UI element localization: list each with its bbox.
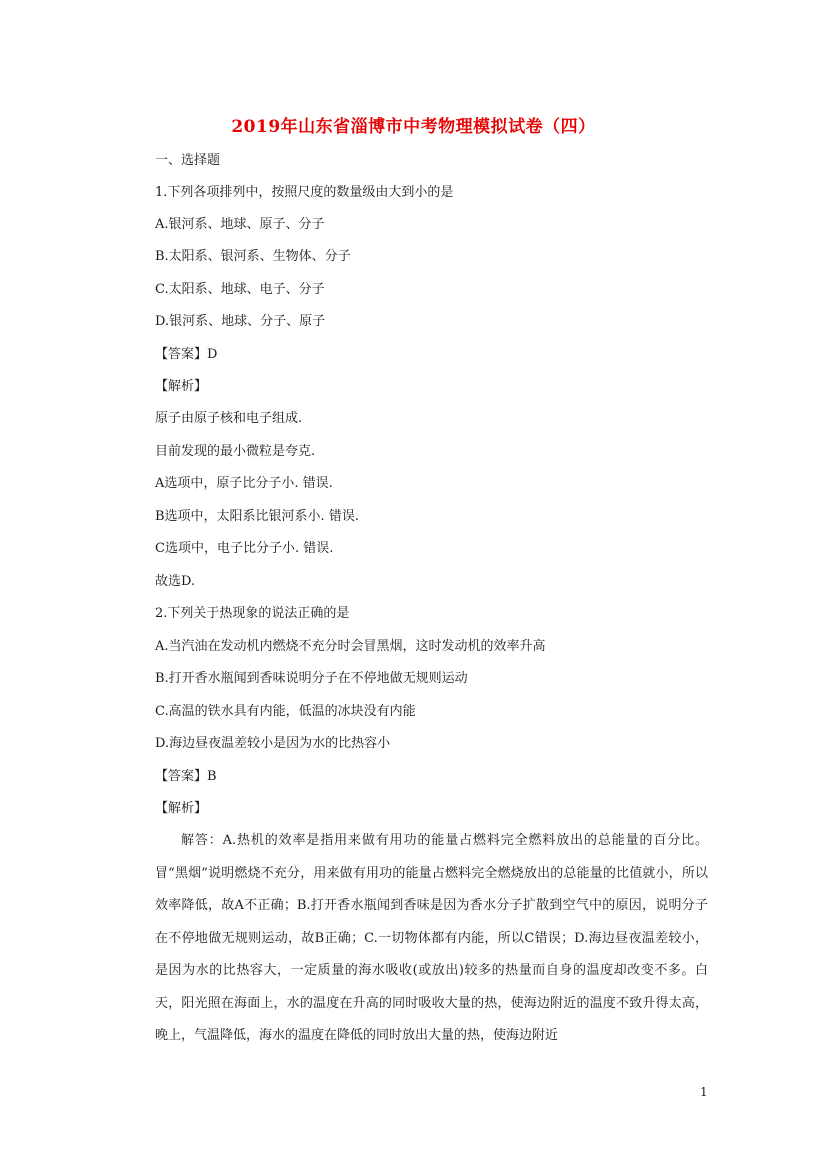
question-1-stem: 1.下列各项排列中，按照尺度的数量级由大到小的是 — [155, 185, 454, 200]
question-1-analysis-line-5: C选项中，电子比分子小. 错误. — [155, 541, 334, 556]
question-2-option-d: D.海边昼夜温差较小是因为水的比热容小 — [155, 736, 391, 751]
question-2-option-c: C.高温的铁水具有内能，低温的冰块没有内能 — [155, 704, 416, 719]
question-1-analysis-line-6: 故选D. — [155, 574, 196, 589]
question-1-option-d: D.银河系、地球、分子、原子 — [155, 314, 326, 329]
question-1-analysis-line-2: 目前发现的最小微粒是夸克. — [155, 444, 316, 459]
question-2-option-a: A.当汽油在发动机内燃烧不充分时会冒黑烟，这时发动机的效率升高 — [155, 639, 546, 654]
question-1-analysis-line-3: A选项中，原子比分子小. 错误. — [155, 476, 333, 491]
question-1-analysis-line-4: B选项中，太阳系比银河系小. 错误. — [155, 509, 359, 524]
question-1-option-c: C.太阳系、地球、电子、分子 — [155, 282, 325, 297]
question-2-analysis-label: 【解析】 — [155, 801, 208, 816]
question-2-stem: 2.下列关于热现象的说法正确的是 — [155, 606, 350, 621]
document-title: 2019年山东省淄博市中考物理模拟试卷（四） — [231, 117, 596, 137]
question-1-analysis-label: 【解析】 — [155, 379, 208, 394]
question-2-option-b: B.打开香水瓶闻到香味说明分子在不停地做无规则运动 — [155, 671, 468, 686]
section-heading: 一、选择题 — [155, 153, 221, 168]
question-2-answer: 【答案】B — [155, 769, 217, 784]
question-2-analysis-paragraph: 解答：A.热机的效率是指用来做有用功的能量占燃料完全燃料放出的总能量的百分比。冒“黑烟”说明燃烧不充分，用来做有用功的能量占燃料完全燃烧放出的总能量的比值就小，所以效率降低，故A不正确；B.打开香水瓶闻到香味是因为香水分子扩散到空气中的原因，说明分子在不停地做无规则运动，故B正确；C.一切物体都有内能，所以C错误；D.海边昼夜温差较小，是因为水的比热容大，一定质量的海水吸收(或放出)较多的热量而自身的温度却改变不多。白天，阳光照在海面上，水的温度在升高的同时吸收大量的热，使海边附近的温度不致升得太高，晚上，气温降低，海水的温度在降低的同时放出大量的热，使海边附近 — [155, 833, 708, 1043]
question-1-option-a: A.银河系、地球、原子、分子 — [155, 217, 325, 232]
question-1-option-b: B.太阳系、银河系、生物体、分子 — [155, 249, 351, 264]
question-1-answer: 【答案】D — [155, 347, 218, 362]
page-number: 1 — [700, 1085, 708, 1099]
question-1-analysis-line-1: 原子由原子核和电子组成. — [155, 411, 303, 426]
